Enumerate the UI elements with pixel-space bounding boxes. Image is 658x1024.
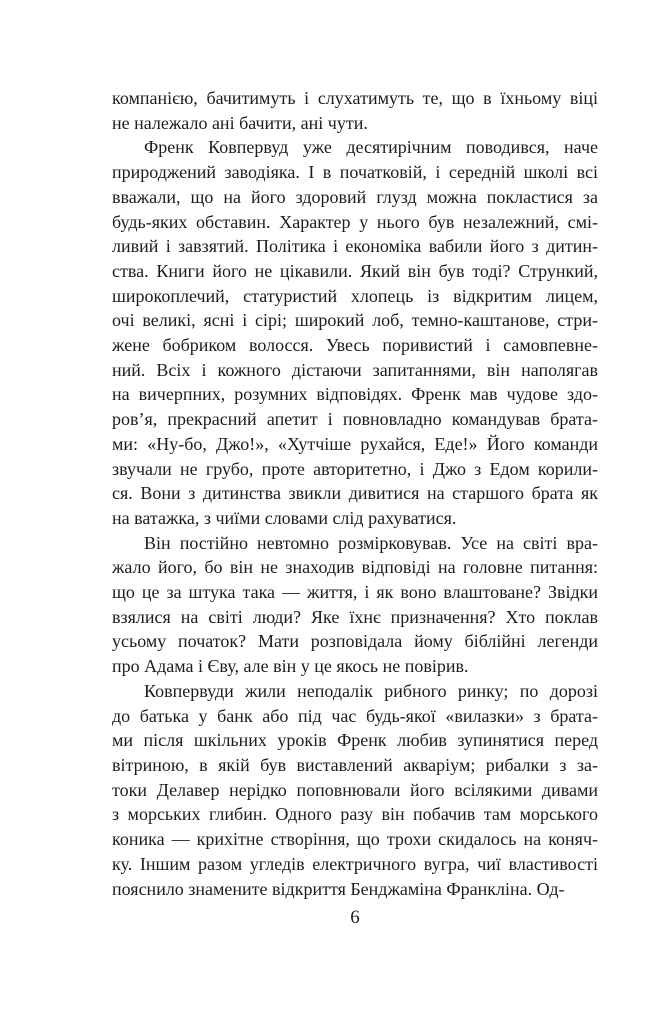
text-line: пояснило знамените відкриття Бенджаміна Франкліна. Од- <box>112 878 565 899</box>
text-line: ку. Іншим разом угледів електричного вугра, чиї властивості <box>112 853 598 874</box>
text-line: на ватажка, з чиїми словами слід рахуватися. <box>112 507 457 528</box>
paragraph <box>112 679 598 901</box>
text-line: коника — крихітне створіння, що трохи скидалось на коняч- <box>112 829 598 850</box>
text-line: на вичерпних, розумних відповідях. Френк мав чудове здо- <box>112 384 598 405</box>
text-line: з морських глибин. Одного разу він побачив там морського <box>112 804 598 825</box>
text-line: ми після шкільних уроків Френк любив зупинятися перед <box>112 730 598 751</box>
text-line: будь-яких обставин. Характер у нього був незалежний, смі- <box>112 211 598 232</box>
text-line: що це за штука така — життя, і як воно влаштоване? Звідки <box>112 582 598 603</box>
paragraph <box>112 531 598 679</box>
text-line: широкоплечий, статуристий хлопець із відкритим лицем, <box>112 285 598 306</box>
text-line: природжений заводіяка. І в початковій, і середній школі всі <box>112 162 598 183</box>
paragraph <box>112 86 598 135</box>
page-text <box>112 86 598 901</box>
text-line: Він постійно невтомно розмірковував. Усе на світі вра- <box>144 532 598 553</box>
text-line: до батька у банк або під час будь-якої «вилазки» з брата- <box>112 705 598 726</box>
text-line: усьому початок? Мати розповідала йому біблійні легенди <box>112 631 598 652</box>
text-line: очі великі, ясні і сірі; широкий лоб, темно-каштанове, стри- <box>112 310 598 331</box>
text-line: жало його, бо він не знаходив відповіді на головне питання: <box>112 557 598 578</box>
text-line: ми: «Ну-бо, Джо!», «Хутчіше рухайся, Еде!» Його команди <box>112 433 598 454</box>
text-line: ров’я, прекрасний апетит і повновладно командував брата- <box>112 409 598 430</box>
text-line: не належало ані бачити, ані чути. <box>112 112 368 133</box>
text-line: токи Делавер нерідко поповнювали його всілякими дивами <box>112 779 598 800</box>
text-line: жене бобриком волосся. Увесь поривистий і самовпевне- <box>112 335 598 356</box>
text-line: Френк Ковпервуд уже десятирічним поводився, наче <box>144 137 598 158</box>
text-line: ства. Книги його не цікавили. Який він був тоді? Стрункий, <box>112 260 598 281</box>
text-line: Ковпервуди жили неподалік рибного ринку; по дорозі <box>144 680 598 701</box>
paragraph <box>112 135 598 530</box>
text-line: вважали, що на його здоровий глузд можна покластися за <box>112 186 598 207</box>
text-line: компанією, бачитимуть і слухатимуть те, що в їхньому віці <box>112 88 598 108</box>
text-line: ний. Всіх і кожного дістаючи запитаннями, він наполягав <box>112 359 598 380</box>
text-line: ливий і завзятий. Політика і економіка вабили його з дитин- <box>112 236 598 257</box>
text-line: вітриною, в якій був виставлений акваріум; рибалки з за- <box>112 754 598 775</box>
text-line: ся. Вони з дитинства звикли дивитися на старшого брата як <box>112 483 598 504</box>
page-number: 6 <box>350 907 360 928</box>
text-line: взялися на світі люди? Яке їхнє призначення? Хто поклав <box>112 606 598 627</box>
text-line: звучали не грубо, проте авторитетно, і Джо з Едом корили- <box>112 458 598 479</box>
text-line: про Адама і Єву, але він у це якось не повірив. <box>112 656 469 677</box>
